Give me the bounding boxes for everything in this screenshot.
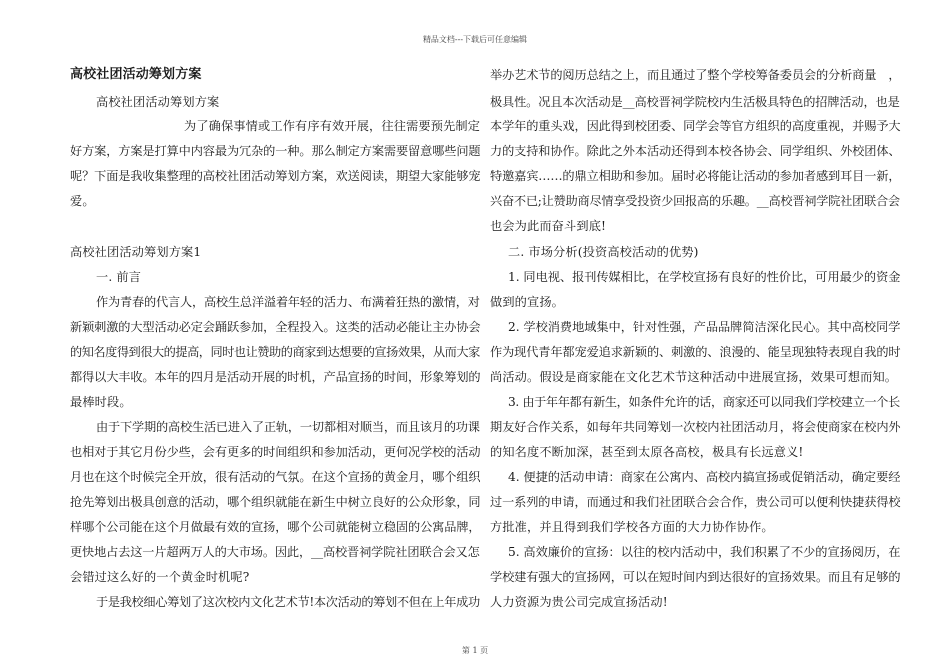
paragraph-line: 于是我校细心筹划了这次校内文化艺术节!本次活动的筹划不但在上年成功 xyxy=(96,595,480,609)
paragraph-line: 都得以大丰收。本年的四月是活动开展的时机，产品宣扬的时间，形象筹划的 xyxy=(70,370,481,384)
paragraph-line: 爱。 xyxy=(70,194,95,208)
page-number: 第 1 页 xyxy=(461,646,489,655)
paragraph-line: 极具性。况且本次活动是__高校晋祠学院校内生活极具特色的招牌活动，也是 xyxy=(490,95,900,109)
paragraph-line: 力的支持和协作。除此之外本活动还得到本校各协会、同学组织、外校团体、 xyxy=(490,144,901,158)
page-header: 精品文档---下载后可任意编辑 xyxy=(422,35,528,44)
paragraph-line: 2. 学校消费地域集中，针对性强，产品品牌简洁深化民心。其中高校同学 xyxy=(508,320,901,334)
paragraph-line: 作为青春的代言人，高校生总洋溢着年轻的活力、布满着狂热的激情，对 xyxy=(96,295,480,309)
paragraph-line: 尚活动。假设是商家能在文化艺术节这种活动中进展宣扬，效果可想而知。 xyxy=(490,370,898,384)
paragraph-line: 过一系列的申请，而通过和我们社团联合会合作，贵公司可以便利快捷获得校 xyxy=(490,495,901,509)
paragraph-line: 特邀嘉宾……的鼎立相助和参加。届时必将能让活动的参加者感到耳目一新， xyxy=(490,169,901,183)
paragraph-line: 为了确保事情或工作有序有效开展，往往需要预先制定 xyxy=(184,119,481,133)
paragraph-line: 期友好合作关系，如每年共同筹划一次校内社团活动月，将会使商家在校内外 xyxy=(490,420,901,434)
paragraph-line: 5. 高效廉价的宣扬：以往的校内活动中，我们积累了不少的宣扬阅历，在 xyxy=(508,545,901,559)
paragraph-line: 学校建有强大的宣扬网，可以在短时间内到达很好的宣扬效果。而且有足够的 xyxy=(490,570,901,584)
paragraph-line: 的知名度不断加深，甚至到太原各高校，极具有长远意义! xyxy=(490,445,804,459)
paragraph-line: 举办艺术节的阅历总结之上，而且通过了整个学校筹备委员会的分析商量 ， xyxy=(490,68,901,82)
paragraph-line: 方批准，并且得到我们学校各方面的大力协作协作。 xyxy=(490,520,774,534)
paragraph-line: 由于下学期的高校生活已进入了正轨，一切都相对顺当，而且该月的功课 xyxy=(96,420,480,434)
paragraph-line: 新颖刺激的大型活动必定会踊跃参加，全程投入。这类的活动必能让主办协会 xyxy=(70,320,481,334)
paragraph-line: 兴奋不已;让赞助商尽情享受投资少回报高的乐趣。__高校晋祠学院社团联合会 xyxy=(490,194,900,208)
paragraph-line: 也相对于其它月份少些，会有更多的时间组织和参加活动，更何况学校的活动 xyxy=(70,445,481,459)
paragraph-line: 最棒时段。 xyxy=(70,395,132,409)
paragraph-line: 做到的宣扬。 xyxy=(490,295,565,309)
section-heading: 二. 市场分析(投资高校活动的优势) xyxy=(508,245,699,259)
paragraph-line: 月也在这个时候完全开放，很有活动的气氛。在这个宣扬的黄金月，哪个组织 xyxy=(70,470,481,484)
subtitle: 高校社团活动筹划方案 xyxy=(96,95,220,109)
paragraph-line: 1. 同电视、报刊传媒相比，在学校宣扬有良好的性价比，可用最少的资金 xyxy=(508,270,901,284)
paragraph-line: 3. 由于年年都有新生，如条件允许的话，商家还可以同我们学校建立一个长 xyxy=(508,395,900,409)
paragraph-line: 4. 便捷的活动申请：商家在公寓内、高校内搞宣扬或促销活动，确定要经 xyxy=(508,470,901,484)
paragraph-line: 本学年的重头戏，因此得到校团委、同学会等官方组织的高度重视，并赐予大 xyxy=(490,119,901,133)
paragraph-line: 的知名度得到很大的提高，同时也让赞助的商家到达想要的宣扬效果，从而大家 xyxy=(70,345,480,359)
paragraph-line: 作为现代青年都宠爱追求新颖的、刺激的、浪漫的、能呈现独特表现自我的时 xyxy=(490,345,901,359)
document-title: 高校社团活动筹划方案 xyxy=(70,67,202,82)
paragraph-line: 会错过这么好的一个黄金时机呢? xyxy=(70,570,250,584)
paragraph-line: 呢？下面是我收集整理的高校社团活动筹划方案，欢送阅读，期望大家能够宠 xyxy=(70,169,481,183)
section-heading: 高校社团活动筹划方案1 xyxy=(70,245,202,259)
section-heading: 一. 前言 xyxy=(96,270,142,284)
paragraph-line: 好方案，方案是打算中内容最为冗杂的一种。那么制定方案需要留意哪些问题 xyxy=(70,144,481,158)
paragraph-line: 也会为此而奋斗到底! xyxy=(490,219,607,233)
paragraph-line: 人力资源为贵公司完成宣扬活动! xyxy=(490,595,668,609)
paragraph-line: 抢先筹划出极具创意的活动，哪个组织就能在新生中树立良好的公众形象，同 xyxy=(70,495,481,509)
paragraph-line: 样哪个公司能在这个月做最有效的宣扬，哪个公司就能树立稳固的公寓品牌， xyxy=(70,520,481,534)
paragraph-line: 更快地占去这一片超两万人的大市场。因此，__高校晋祠学院社团联合会又怎 xyxy=(70,545,480,559)
